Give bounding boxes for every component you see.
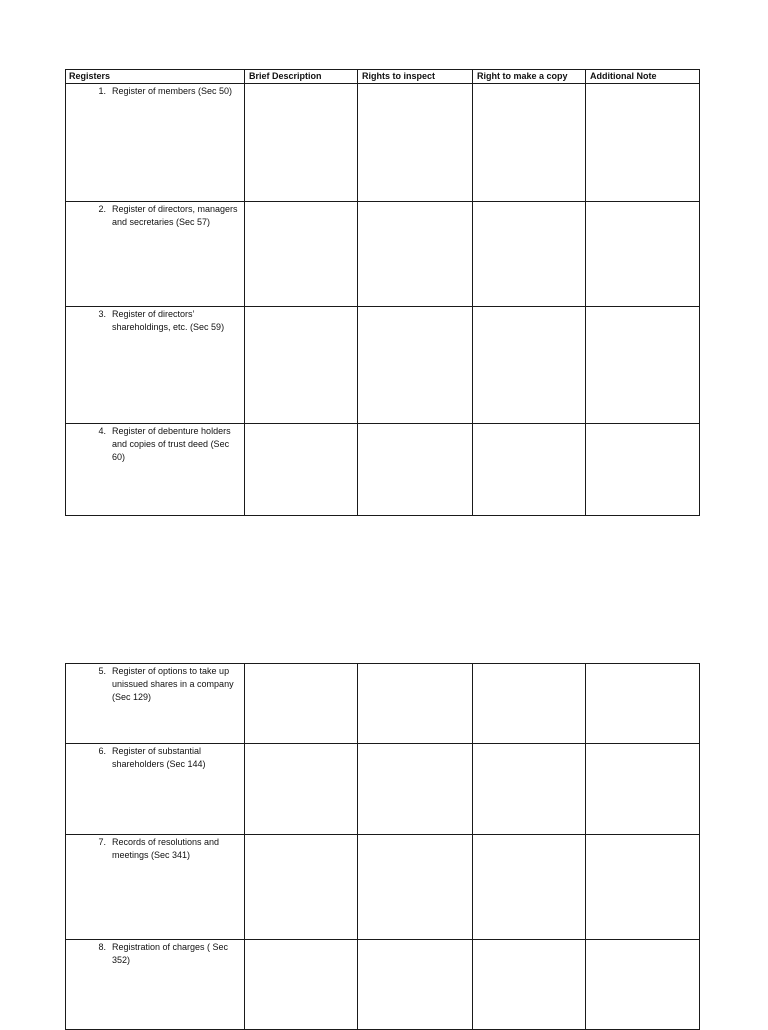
right-to-copy-cell [473,202,586,307]
table-row [66,84,700,202]
rights-to-inspect-cell [358,424,473,516]
right-to-copy-cell [473,664,586,744]
table-header-row [66,70,700,84]
brief-description-cell [245,424,358,516]
right-to-copy-cell [473,424,586,516]
register-cell [66,307,245,424]
header-registers: Registers [66,70,245,84]
brief-description-cell [245,84,358,202]
register-cell [66,744,245,835]
register-number: 7. [98,837,106,847]
register-number: 3. [98,309,106,319]
table-row [66,202,700,307]
registers-table-top [65,69,700,516]
register-number: 2. [98,204,106,214]
right-to-copy-cell [473,744,586,835]
rights-to-inspect-cell [358,307,473,424]
header-rights-to-inspect: Rights to inspect [358,70,473,84]
register-number: 5. [98,666,106,676]
register-number: 4. [98,426,106,436]
table-row [66,424,700,516]
additional-note-cell [586,202,700,307]
register-cell [66,202,245,307]
register-number: 1. [98,86,106,96]
header-additional-note: Additional Note [586,70,700,84]
header-right-to-make-a-copy: Right to make a copy [473,70,586,84]
right-to-copy-cell [473,940,586,1030]
register-name: Register of directors’ shareholdings, etc. (Sec 59) [112,309,225,332]
brief-description-cell [245,202,358,307]
additional-note-cell [586,664,700,744]
register-number: 8. [98,942,106,952]
register-name: Records of resolutions and meetings (Sec 341) [112,837,220,860]
table-row [66,940,700,1030]
additional-note-cell [586,835,700,940]
registers-table-bottom [65,663,700,1030]
rights-to-inspect-cell [358,835,473,940]
rights-to-inspect-cell [358,202,473,307]
additional-note-cell [586,84,700,202]
brief-description-cell [245,664,358,744]
additional-note-cell [586,424,700,516]
rights-to-inspect-cell [358,664,473,744]
register-cell [66,835,245,940]
register-name: Register of options to take up unissued shares in a company (Sec 129) [112,666,234,702]
rights-to-inspect-cell [358,84,473,202]
register-number: 6. [98,746,106,756]
table-row [66,664,700,744]
rights-to-inspect-cell [358,940,473,1030]
additional-note-cell [586,940,700,1030]
additional-note-cell [586,744,700,835]
right-to-copy-cell [473,307,586,424]
register-cell [66,424,245,516]
register-cell [66,664,245,744]
brief-description-cell [245,940,358,1030]
table-row [66,744,700,835]
table-row [66,307,700,424]
register-cell [66,84,245,202]
header-brief-description: Brief Description [245,70,358,84]
right-to-copy-cell [473,84,586,202]
additional-note-cell [586,307,700,424]
brief-description-cell [245,744,358,835]
register-name: Register of substantial shareholders (Sec 144) [112,746,206,769]
rights-to-inspect-cell [358,744,473,835]
register-name: Register of members (Sec 50) [112,86,233,96]
brief-description-cell [245,307,358,424]
table-row [66,835,700,940]
right-to-copy-cell [473,835,586,940]
register-cell [66,940,245,1030]
register-name: Registration of charges ( Sec 352) [112,942,229,965]
register-name: Register of directors, managers and secretaries (Sec 57) [112,204,238,227]
register-name: Register of debenture holders and copies of trust deed (Sec 60) [112,426,231,462]
brief-description-cell [245,835,358,940]
